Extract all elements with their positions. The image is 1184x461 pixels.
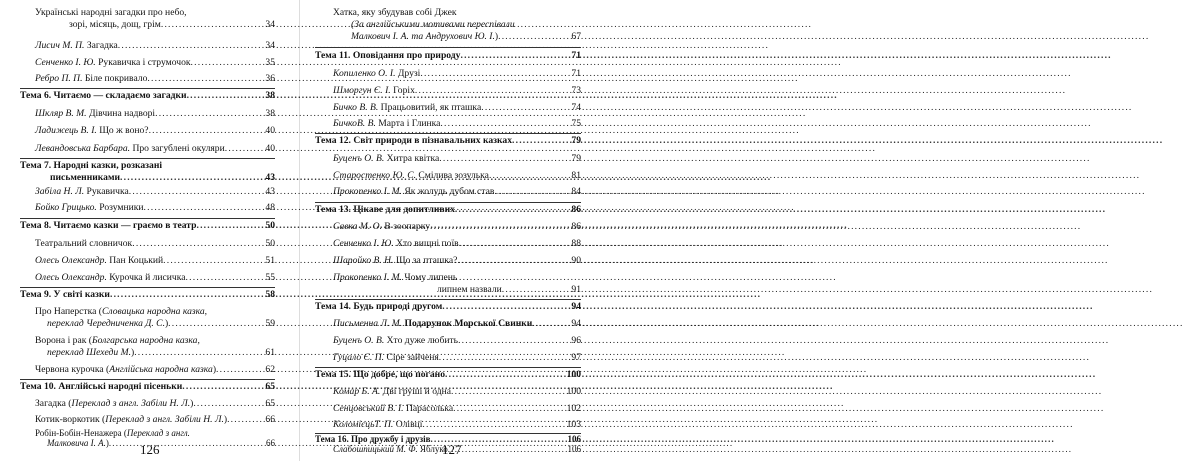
toc-entry: Ворона і рак (Болгарська народна казка, переклад Шехеди М.) ..... 61 (35, 335, 275, 359)
section-rule (20, 88, 275, 89)
page-number: 127 (442, 442, 462, 457)
toc-entry: Сенченко І. Ю. Хто вищні поїв ..... 88 (333, 238, 581, 250)
topic-heading: Тема 11. Оповідання про природу ..... 71 (315, 50, 581, 62)
topic-heading: Тема 6. Читаємо — складаємо загадки ..... 38 (20, 90, 275, 102)
toc-entry: Сенцовський В. І. Парасолька ..... 102 (333, 403, 581, 415)
toc-entry: Письменна Л. М. Подарунок Морської Свинки ..... 94 (333, 318, 581, 330)
right-page (300, 0, 600, 461)
toc-entry: Олесь Олександр. Пан Коцький ..... 51 (35, 255, 275, 267)
section-rule (315, 133, 581, 134)
toc-entry: Бойко Грицько. Розумники ..... 48 (35, 202, 275, 214)
topic-heading: Тема 14. Будь природі другом ..... 94 (315, 301, 581, 313)
toc-entry: Гуцало Є. П. Сіре зайченя ..... 97 (333, 352, 581, 364)
toc-entry: Котик-воркотик (Переклад з англ. Забіли Н. Л.) ..... 66 (35, 414, 275, 426)
toc-entry: Робін-Бобін-Ненажера (Переклад з англ. Малковича І. А.) ..... 66 (35, 428, 275, 448)
toc-entry: Ребро П. П. Біле покривало ..... 36 (35, 73, 275, 85)
section-rule (315, 202, 581, 203)
left-page (0, 0, 300, 461)
topic-heading: Тема 7. Народні казки, розказані письменниками ..... 43 (20, 160, 275, 184)
toc-entry: Бичко В. В. Працьовитий, як пташка ..... 74 (333, 102, 581, 114)
toc-entry: Шморгун Є. І. Горіх ..... 73 (333, 85, 581, 97)
toc-entry: Загадка (Переклад з англ. Забіли Н. Л.) ..... 65 (35, 398, 275, 410)
toc-entry: Ладижець В. І. Що ж воно? ..... 40 (35, 125, 275, 137)
section-rule (20, 218, 275, 219)
section-rule (20, 287, 275, 288)
toc-entry: Українські народні загадки про небо, зорі, місяць, дощ, грім ..... 34 (35, 7, 275, 31)
toc-entry: Про Наперстка (Словацька народна казка, переклад Чередниченка Д. С.) ..... 59 (35, 306, 275, 330)
section-rule (20, 158, 275, 159)
topic-heading: Тема 9. У світі казки ..... 58 (20, 289, 275, 301)
toc-entry: БичкоВ. В. Марта і Глинка ..... 75 (333, 118, 581, 130)
toc-entry: Червона курочка (Англійська народна казка) ..... 62 (35, 364, 275, 376)
topic-heading: Тема 15. Що добре, що погано ..... 100 (315, 369, 581, 381)
toc-entry: Комар Б. А. Дві груші й одна ..... 100 (333, 386, 581, 398)
toc-entry: Олесь Олександр. Курочка й лисичка ..... 55 (35, 272, 275, 284)
topic-heading: Тема 16. Про дружбу і друзів ..... 106 (315, 434, 581, 444)
toc-entry: Левандовська Барбара. Про загублені окуляри ..... 40 (35, 143, 275, 155)
toc-entry: Хатка, яку збудував собі Джек (За англійськими мотивами переспівали Малкович І. А. та Андрухович Ю. І.) ..... 67 (333, 7, 581, 43)
toc-entry: Театральний словничок ..... 50 (35, 238, 275, 250)
toc-entry: Слабошпицький М. Ф. Яблуко ..... 106 (333, 444, 581, 454)
toc-entry: Прокопенко І. М. Чому липень липнем назвали ..... 91 (333, 272, 581, 296)
topic-heading: Тема 13. Цікаве для допитливих ..... 86 (315, 204, 581, 216)
toc-entry: Шаройко В. Н. Що за пташка? ..... 90 (333, 255, 581, 267)
topic-heading: Тема 8. Читаємо казки — граємо в театр ..... 50 (20, 220, 275, 232)
toc-entry: КоломієцьТ. П. Олівці ..... 103 (333, 419, 581, 431)
toc-entry: Копиленко О. І. Друзі ..... 71 (333, 68, 581, 80)
section-rule (315, 367, 581, 368)
section-rule (20, 379, 275, 380)
section-rule (315, 299, 581, 300)
topic-heading: Тема 12. Світ природи в пізнавальних казках ..... 79 (315, 135, 581, 147)
section-rule (315, 47, 581, 48)
toc-entry: Забіла Н. Л. Рукавичка ..... 43 (35, 186, 275, 198)
toc-entry: Буценъ О. В. Хто дуже любить ..... 96 (333, 335, 581, 347)
page-number: 126 (140, 442, 160, 457)
toc-entry: Шкляр В. М. Дівчина надворі ..... 38 (35, 108, 275, 120)
toc-entry: Лисич М. П. Загадка ..... 34 (35, 40, 275, 52)
toc-entry: Буценъ О. В. Хитра квітка ..... 79 (333, 153, 581, 165)
toc-entry: Савка М. О. В зоопарку ..... 86 (333, 221, 581, 233)
toc-entry: Прокопенко І. М. Як жолудь дубом став ..... 84 (333, 186, 581, 198)
topic-heading: Тема 10. Англійські народні пісеньки ..... 65 (20, 381, 275, 393)
toc-entry: Старостенко Ю. С. Смілива зозулька ..... 81 (333, 170, 581, 182)
toc-entry: Сенченко І. Ю. Рукавичка і струмочок ..... 35 (35, 57, 275, 69)
